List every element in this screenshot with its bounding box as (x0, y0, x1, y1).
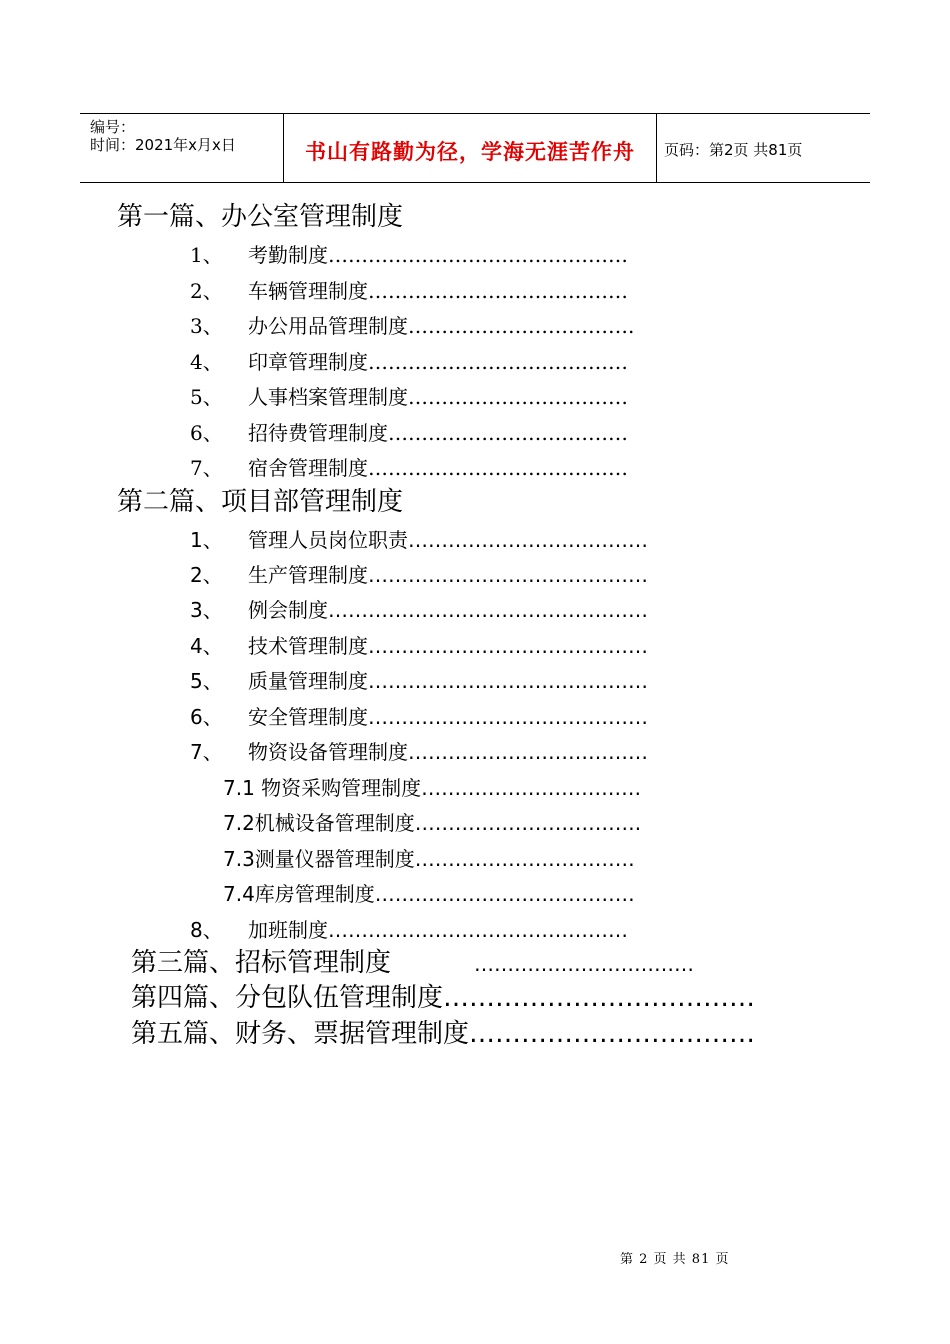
toc-item-text: 生产管理制度…………………………………… (248, 563, 648, 587)
toc-subitem[interactable]: 7.3测量仪器管理制度…………………………… (223, 847, 635, 871)
toc-item-text: 考勤制度……………………………………… (248, 243, 628, 267)
toc-item-text: 管理人员岗位职责……………………………… (248, 528, 648, 552)
toc-item-text: 质量管理制度…………………………………… (248, 669, 648, 693)
toc-item[interactable] (190, 705, 648, 729)
toc-item[interactable] (190, 528, 648, 552)
toc-item-number: 7、 (190, 740, 223, 764)
toc-item-text: 招待费管理制度……………………………… (248, 421, 628, 445)
toc-item-text: 技术管理制度…………………………………… (248, 634, 648, 658)
toc-item-number: 3、 (190, 314, 223, 338)
toc-item-text: 加班制度……………………………………… (248, 918, 628, 942)
toc-item[interactable] (190, 634, 648, 658)
toc-item[interactable] (190, 385, 628, 409)
toc-item[interactable] (190, 350, 628, 374)
toc-item-number: 7、 (190, 456, 223, 480)
motto-text: 书山有路勤为径，学海无涯苦作舟 (305, 139, 635, 164)
toc-item[interactable] (190, 279, 628, 303)
toc-item[interactable] (190, 314, 635, 338)
toc-item-number: 6、 (190, 705, 223, 729)
toc-item-text: 办公用品管理制度……………………………. (248, 314, 635, 338)
toc-part-1-title[interactable]: 第一篇、办公室管理制度 (117, 202, 404, 232)
toc-item-number: 5、 (190, 385, 223, 409)
toc-item-number: 5、 (190, 669, 223, 693)
toc-item-text: 宿舍管理制度………………………………… (248, 456, 628, 480)
toc-item-number: 1、 (190, 528, 223, 552)
toc-item[interactable] (190, 918, 628, 942)
toc-item[interactable] (190, 563, 648, 587)
toc-item-number: 2、 (190, 563, 223, 587)
toc-item-number: 2、 (190, 279, 223, 303)
toc-subitem[interactable]: 7.2机械设备管理制度……………………………. (223, 811, 642, 835)
toc-item-text: 人事档案管理制度…………………………… (248, 385, 628, 409)
toc-part-3-title[interactable] (131, 948, 694, 978)
toc-item-text: 例会制度………………………………………… (248, 598, 648, 622)
toc-item-number: 1、 (190, 243, 223, 267)
toc-item-number: 4、 (190, 350, 223, 374)
document-number-label: 编号： (90, 118, 136, 136)
header-page-info: 页码：第2页 共81页 (664, 141, 803, 159)
document-date: 时间：2021年x月x日 (90, 136, 236, 154)
toc-item-text: 车辆管理制度………………………………… (248, 279, 628, 303)
toc-item[interactable] (190, 598, 648, 622)
toc-item[interactable] (190, 421, 628, 445)
toc-item-text: 安全管理制度…………………………………… (248, 705, 648, 729)
toc-item[interactable] (190, 669, 648, 693)
toc-part-5-title[interactable]: 第五篇、财务、票据管理制度…………………………… (131, 1019, 756, 1049)
toc-item-number: 6、 (190, 421, 223, 445)
page-footer: 第 2 页 共 81 页 (620, 1252, 730, 1267)
toc-part-2-title[interactable]: 第二篇、项目部管理制度 (117, 487, 404, 517)
toc-part-3-dots: …………………………… (474, 952, 694, 976)
toc-item-text: 物资设备管理制度……………………………… (248, 740, 648, 764)
toc-part-3-text: 第三篇、招标管理制度 (131, 948, 392, 978)
toc-item-number: 4、 (190, 634, 223, 658)
toc-item-number: 3、 (190, 598, 223, 622)
toc-item-text: 印章管理制度………………………………… (248, 350, 628, 374)
toc-item[interactable] (190, 243, 628, 267)
toc-part-4-title[interactable]: 第四篇、分包队伍管理制度……………………………… (131, 983, 756, 1013)
toc-subitem[interactable]: 7.1 物资采购管理制度…………………………… (223, 776, 642, 800)
toc-item[interactable] (190, 456, 628, 480)
toc-subitem[interactable]: 7.4库房管理制度………………………………… (223, 882, 635, 906)
toc-item[interactable] (190, 740, 648, 764)
toc-item-number: 8、 (190, 918, 223, 942)
